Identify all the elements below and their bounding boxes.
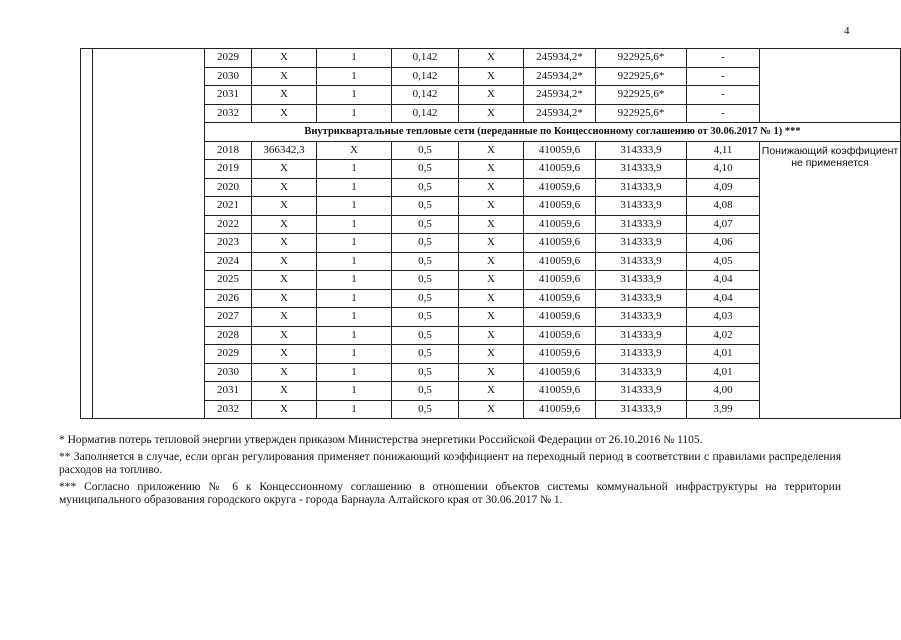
cell-c8: 4,02 xyxy=(687,326,760,345)
cell-c5: Х xyxy=(459,400,524,419)
blank-cell xyxy=(760,49,901,123)
footnote-3: *** Согласно приложению № 6 к Концессионному соглашению в отношении объектов системы коммунальной инфраструктуры на территории муниципального образования городского округа - города Барнаула Алтайского края от 30.06.2017 № 1. xyxy=(59,480,841,506)
section-title: Внутриквартальные тепловые сети (переданные по Концессионному соглашению от 30.06.2017 № 1) *** xyxy=(205,123,901,142)
cell-c3: 1 xyxy=(317,67,392,86)
cell-c8: - xyxy=(687,104,760,123)
cell-c3: Х xyxy=(317,141,392,160)
cell-c6: 410059,6 xyxy=(524,308,596,327)
cell-year: 2029 xyxy=(205,49,252,68)
cell-c6: 410059,6 xyxy=(524,271,596,290)
cell-c3: 1 xyxy=(317,363,392,382)
cell-c6: 410059,6 xyxy=(524,252,596,271)
cell-c3: 1 xyxy=(317,400,392,419)
cell-c7: 922925,6* xyxy=(596,49,687,68)
cell-c4: 0,142 xyxy=(392,67,459,86)
cell-c5: Х xyxy=(459,289,524,308)
cell-c5: Х xyxy=(459,234,524,253)
cell-c8: 4,01 xyxy=(687,345,760,364)
cell-c7: 314333,9 xyxy=(596,178,687,197)
cell-c6: 410059,6 xyxy=(524,363,596,382)
cell-c7: 314333,9 xyxy=(596,345,687,364)
cell-c6: 410059,6 xyxy=(524,141,596,160)
cell-year: 2029 xyxy=(205,345,252,364)
cell-c7: 314333,9 xyxy=(596,252,687,271)
cell-c4: 0,142 xyxy=(392,86,459,105)
cell-c6: 410059,6 xyxy=(524,197,596,216)
cell-c2: Х xyxy=(252,49,317,68)
cell-c2: Х xyxy=(252,308,317,327)
cell-year: 2023 xyxy=(205,234,252,253)
cell-c2: Х xyxy=(252,326,317,345)
cell-c7: 314333,9 xyxy=(596,215,687,234)
cell-c6: 245934,2* xyxy=(524,67,596,86)
cell-c4: 0,5 xyxy=(392,160,459,179)
cell-year: 2024 xyxy=(205,252,252,271)
cell-year: 2021 xyxy=(205,197,252,216)
cell-c2: Х xyxy=(252,400,317,419)
cell-c4: 0,5 xyxy=(392,326,459,345)
cell-c4: 0,5 xyxy=(392,197,459,216)
cell-year: 2030 xyxy=(205,67,252,86)
cell-c4: 0,5 xyxy=(392,345,459,364)
cell-c8: - xyxy=(687,86,760,105)
cell-c2: Х xyxy=(252,382,317,401)
cell-c3: 1 xyxy=(317,197,392,216)
footnotes xyxy=(59,434,841,511)
cell-c7: 314333,9 xyxy=(596,234,687,253)
cell-c8: 4,01 xyxy=(687,363,760,382)
cell-c6: 410059,6 xyxy=(524,382,596,401)
cell-c8: 4,00 xyxy=(687,382,760,401)
cell-c2: Х xyxy=(252,271,317,290)
cell-c8: 4,04 xyxy=(687,271,760,290)
cell-c7: 314333,9 xyxy=(596,308,687,327)
cell-year: 2032 xyxy=(205,104,252,123)
cell-c7: 922925,6* xyxy=(596,67,687,86)
cell-c6: 410059,6 xyxy=(524,400,596,419)
page-number: 4 xyxy=(844,25,850,37)
cell-c6: 410059,6 xyxy=(524,160,596,179)
cell-c7: 922925,6* xyxy=(596,104,687,123)
cell-c7: 922925,6* xyxy=(596,86,687,105)
cell-c7: 314333,9 xyxy=(596,141,687,160)
cell-c4: 0,5 xyxy=(392,400,459,419)
cell-c3: 1 xyxy=(317,160,392,179)
cell-c5: Х xyxy=(459,86,524,105)
cell-c8: 4,09 xyxy=(687,178,760,197)
cell-year: 2028 xyxy=(205,326,252,345)
cell-c2: Х xyxy=(252,363,317,382)
cell-c6: 245934,2* xyxy=(524,104,596,123)
cell-c5: Х xyxy=(459,271,524,290)
cell-year: 2026 xyxy=(205,289,252,308)
cell-c8: 4,07 xyxy=(687,215,760,234)
cell-c6: 245934,2* xyxy=(524,49,596,68)
cell-c7: 314333,9 xyxy=(596,271,687,290)
cell-c4: 0,5 xyxy=(392,308,459,327)
cell-c4: 0,5 xyxy=(392,252,459,271)
cell-c3: 1 xyxy=(317,271,392,290)
cell-c4: 0,5 xyxy=(392,289,459,308)
cell-year: 2031 xyxy=(205,86,252,105)
cell-c3: 1 xyxy=(317,382,392,401)
cell-c4: 0,5 xyxy=(392,382,459,401)
cell-c4: 0,5 xyxy=(392,178,459,197)
blank-cell xyxy=(81,49,93,419)
blank-cell xyxy=(93,49,205,419)
cell-c6: 410059,6 xyxy=(524,289,596,308)
losses-table xyxy=(80,48,901,419)
cell-c2: Х xyxy=(252,215,317,234)
cell-c7: 314333,9 xyxy=(596,363,687,382)
cell-c5: Х xyxy=(459,178,524,197)
cell-c3: 1 xyxy=(317,86,392,105)
cell-c7: 314333,9 xyxy=(596,197,687,216)
cell-c3: 1 xyxy=(317,326,392,345)
cell-c5: Х xyxy=(459,160,524,179)
cell-year: 2022 xyxy=(205,215,252,234)
cell-c5: Х xyxy=(459,345,524,364)
cell-c2: Х xyxy=(252,234,317,253)
cell-c5: Х xyxy=(459,215,524,234)
cell-c4: 0,142 xyxy=(392,104,459,123)
cell-c3: 1 xyxy=(317,252,392,271)
cell-c4: 0,5 xyxy=(392,141,459,160)
cell-c3: 1 xyxy=(317,289,392,308)
cell-c8: 4,08 xyxy=(687,197,760,216)
cell-c2: Х xyxy=(252,160,317,179)
cell-c6: 410059,6 xyxy=(524,345,596,364)
cell-year: 2027 xyxy=(205,308,252,327)
cell-year: 2020 xyxy=(205,178,252,197)
cell-c6: 410059,6 xyxy=(524,234,596,253)
cell-c8: 3,99 xyxy=(687,400,760,419)
cell-c3: 1 xyxy=(317,104,392,123)
cell-c8: 4,11 xyxy=(687,141,760,160)
cell-year: 2019 xyxy=(205,160,252,179)
cell-c2: Х xyxy=(252,178,317,197)
cell-c6: 245934,2* xyxy=(524,86,596,105)
cell-c6: 410059,6 xyxy=(524,178,596,197)
cell-c8: - xyxy=(687,49,760,68)
cell-c8: 4,05 xyxy=(687,252,760,271)
cell-c2: 366342,3 xyxy=(252,141,317,160)
cell-c3: 1 xyxy=(317,49,392,68)
cell-c5: Х xyxy=(459,382,524,401)
table-row xyxy=(81,49,901,68)
footnote-2: ** Заполняется в случае, если орган регулирования применяет понижающий коэффициент на переходный период в соответствии с правилами распределения расходов на топливо. xyxy=(59,450,841,476)
cell-year: 2032 xyxy=(205,400,252,419)
cell-c4: 0,5 xyxy=(392,363,459,382)
coefficient-note: Понижающий коэффициент не применяется xyxy=(760,141,901,419)
cell-c7: 314333,9 xyxy=(596,160,687,179)
cell-c6: 410059,6 xyxy=(524,326,596,345)
cell-c8: 4,04 xyxy=(687,289,760,308)
cell-c3: 1 xyxy=(317,308,392,327)
cell-c7: 314333,9 xyxy=(596,326,687,345)
cell-c2: Х xyxy=(252,104,317,123)
cell-c2: Х xyxy=(252,289,317,308)
cell-c5: Х xyxy=(459,141,524,160)
cell-c5: Х xyxy=(459,308,524,327)
cell-c5: Х xyxy=(459,326,524,345)
cell-year: 2031 xyxy=(205,382,252,401)
cell-c7: 314333,9 xyxy=(596,382,687,401)
cell-c5: Х xyxy=(459,104,524,123)
cell-c5: Х xyxy=(459,363,524,382)
cell-c5: Х xyxy=(459,252,524,271)
cell-c3: 1 xyxy=(317,215,392,234)
footnote-1: * Норматив потерь тепловой энергии утвержден приказом Министерства энергетики Российской Федерации от 26.10.2016 № 1105. xyxy=(59,434,703,446)
cell-c8: 4,10 xyxy=(687,160,760,179)
cell-year: 2025 xyxy=(205,271,252,290)
cell-c2: Х xyxy=(252,252,317,271)
cell-c3: 1 xyxy=(317,345,392,364)
cell-c2: Х xyxy=(252,67,317,86)
cell-c4: 0,5 xyxy=(392,271,459,290)
cell-c2: Х xyxy=(252,197,317,216)
cell-year: 2018 xyxy=(205,141,252,160)
cell-c8: 4,03 xyxy=(687,308,760,327)
cell-c3: 1 xyxy=(317,178,392,197)
cell-c5: Х xyxy=(459,67,524,86)
cell-c5: Х xyxy=(459,49,524,68)
cell-c4: 0,142 xyxy=(392,49,459,68)
cell-c4: 0,5 xyxy=(392,215,459,234)
cell-c8: 4,06 xyxy=(687,234,760,253)
cell-c2: Х xyxy=(252,86,317,105)
cell-year: 2030 xyxy=(205,363,252,382)
cell-c7: 314333,9 xyxy=(596,400,687,419)
cell-c2: Х xyxy=(252,345,317,364)
cell-c5: Х xyxy=(459,197,524,216)
cell-c7: 314333,9 xyxy=(596,289,687,308)
cell-c4: 0,5 xyxy=(392,234,459,253)
cell-c6: 410059,6 xyxy=(524,215,596,234)
cell-c8: - xyxy=(687,67,760,86)
cell-c3: 1 xyxy=(317,234,392,253)
